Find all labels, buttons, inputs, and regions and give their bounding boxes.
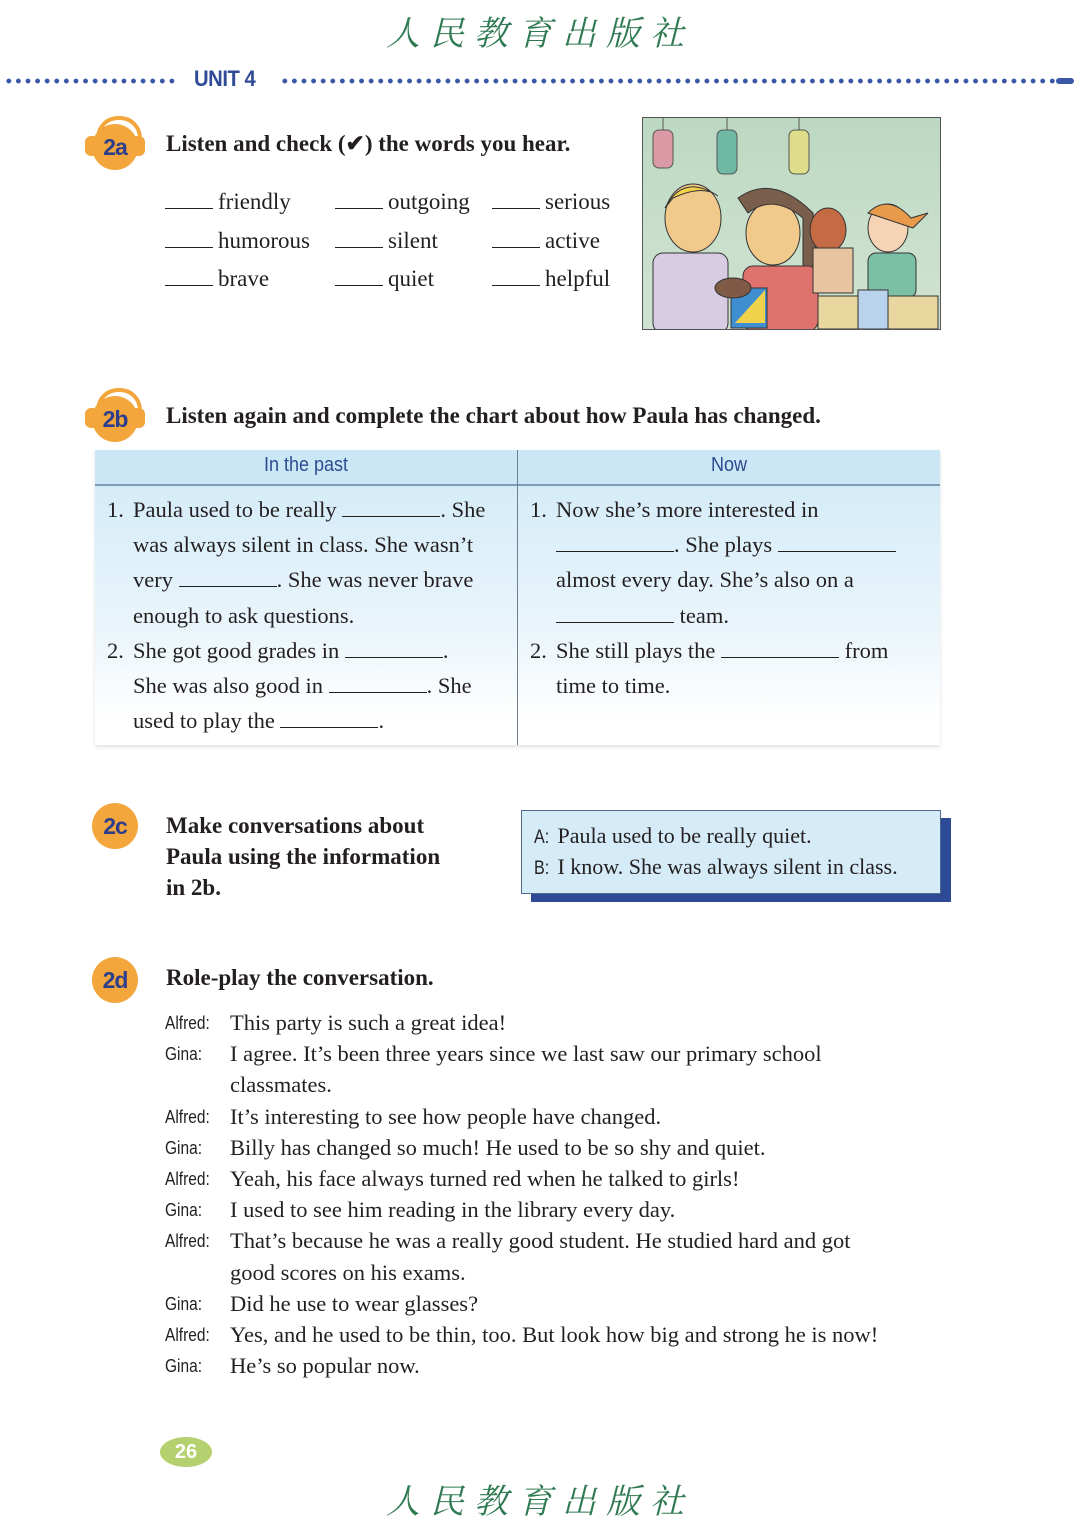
past-column-cell	[107, 492, 485, 738]
dotted-rule-left	[4, 78, 176, 84]
word-item[interactable]	[165, 225, 310, 254]
speaker-name: Gina:	[165, 1200, 203, 1221]
headphone-icon	[85, 408, 99, 428]
unit-label: UNIT 4	[194, 66, 256, 91]
exercise-badge-2d	[92, 957, 138, 1003]
word-label: silent	[388, 227, 438, 253]
word-label: helpful	[545, 266, 611, 291]
fill-blank[interactable]	[556, 622, 674, 623]
speaker-name: Gina:	[165, 1293, 203, 1314]
badge-label: 2c	[103, 812, 127, 839]
badge-label: 2d	[102, 966, 128, 993]
change-chart	[95, 450, 940, 745]
headphone-icon	[131, 136, 145, 156]
instruction-2c	[166, 810, 440, 903]
lantern-icon	[789, 118, 809, 174]
dialog-text: Yes, and he used to be thin, too. But look how big and strong he is now!	[230, 1321, 879, 1347]
word-item[interactable]	[492, 186, 610, 215]
example-text: I know. She was always silent in class.	[557, 854, 898, 879]
example-line	[534, 854, 898, 880]
cell-line: Now she’s more interested in	[556, 497, 819, 522]
page-number-badge	[160, 1437, 212, 1467]
dialog-text: Did he use to wear glasses?	[230, 1290, 479, 1316]
exercise-badge-2c	[92, 803, 138, 849]
dialog-text: Yeah, his face always turned red when he talked to girls!	[230, 1165, 740, 1191]
speaker-label: B:	[534, 858, 550, 879]
check-blank[interactable]	[492, 186, 540, 209]
example-line	[534, 823, 812, 849]
cell-line: very	[133, 567, 173, 593]
cell-line: team.	[679, 602, 729, 628]
dialog-text: Billy has changed so much! He used to be so shy and quiet.	[230, 1134, 766, 1160]
cell-line: She still plays the	[556, 637, 716, 663]
word-label: serious	[545, 189, 611, 214]
cell-line: . She was never brave	[276, 567, 474, 593]
word-item[interactable]	[492, 225, 600, 254]
word-label: humorous	[218, 227, 310, 253]
speaker-name: Alfred:	[165, 1168, 210, 1189]
dialog-text: I used to see him reading in the library every day.	[230, 1197, 676, 1223]
example-text: Paula used to be really quiet.	[557, 823, 812, 848]
cell-line: used to play the	[133, 708, 275, 734]
word-item[interactable]	[165, 186, 291, 215]
instruction-line: Make conversations about	[166, 813, 425, 838]
cell-line: . She	[426, 672, 472, 698]
cell-line: She was also good in	[133, 672, 323, 698]
headphone-icon	[85, 136, 99, 156]
example-conversation-box	[521, 810, 941, 894]
column-header-past: In the past	[263, 454, 349, 476]
instruction-2b: Listen again and complete the chart about how Paula has changed.	[166, 403, 821, 428]
fill-blank[interactable]	[280, 727, 378, 728]
cell-line: She got good grades in	[133, 637, 340, 663]
dialog-text: It’s interesting to see how people have changed.	[230, 1103, 662, 1129]
cell-line: . She	[440, 497, 486, 522]
badge-label: 2b	[102, 405, 128, 432]
check-blank[interactable]	[165, 263, 213, 286]
cell-line: was always silent in class. She wasn’t	[133, 532, 474, 558]
fill-blank[interactable]	[345, 657, 443, 658]
check-blank[interactable]	[335, 186, 383, 209]
cell-line: time to time.	[556, 672, 671, 698]
cell-line: . She plays	[674, 532, 773, 558]
speaker-name: Gina:	[165, 1137, 203, 1158]
cell-line: .	[442, 637, 449, 663]
word-label: active	[545, 227, 600, 253]
check-blank[interactable]	[335, 225, 383, 248]
speaker-label: A:	[534, 827, 550, 848]
word-label: brave	[218, 266, 270, 291]
fill-blank[interactable]	[329, 692, 427, 693]
fill-blank[interactable]	[556, 551, 674, 552]
word-item[interactable]	[335, 225, 438, 254]
word-item[interactable]	[335, 263, 434, 292]
word-item[interactable]	[492, 263, 610, 292]
exercise-badge-2a	[92, 124, 138, 170]
unit-header-bar	[0, 66, 1080, 96]
dialog-text: That’s because he was a really good student. He studied hard and got	[230, 1228, 851, 1254]
dialog-text: He’s so popular now.	[230, 1353, 420, 1379]
page-number: 26	[174, 1440, 198, 1463]
fill-blank[interactable]	[342, 516, 440, 517]
publisher-logo-top: 人民教育出版社	[386, 14, 694, 54]
instruction-line: in 2b.	[166, 875, 221, 900]
instruction-2a: Listen and check (✔) the words you hear.	[166, 131, 571, 156]
check-blank[interactable]	[492, 263, 540, 286]
instruction-line: Paula using the information	[166, 844, 441, 869]
item-number: 1.	[107, 497, 124, 522]
word-item[interactable]	[165, 263, 269, 292]
fill-blank[interactable]	[721, 657, 839, 658]
column-header-now: Now	[710, 454, 747, 476]
word-label: quiet	[388, 266, 434, 291]
cell-line: enough to ask questions.	[133, 602, 355, 628]
cell-line: almost every day. She’s also on a	[556, 567, 854, 593]
word-label: outgoing	[388, 189, 470, 214]
publisher-logo-bottom: 人民教育出版社	[386, 1482, 694, 1522]
check-blank[interactable]	[165, 186, 213, 209]
speaker-name: Gina:	[165, 1356, 203, 1377]
speaker-name: Alfred:	[165, 1013, 210, 1033]
headphone-icon	[131, 408, 145, 428]
cell-line: .	[378, 708, 385, 734]
dialog-text: classmates.	[230, 1072, 332, 1098]
item-number: 2.	[107, 637, 124, 663]
lantern-icon	[653, 118, 673, 168]
cell-line: from	[844, 637, 889, 663]
lantern-icon	[717, 118, 737, 174]
dialog-text: good scores on his exams.	[230, 1259, 466, 1285]
dotted-rule-end	[1056, 78, 1074, 84]
word-label: friendly	[218, 189, 291, 214]
check-blank[interactable]	[165, 225, 213, 248]
fill-blank[interactable]	[778, 551, 896, 552]
exercise-badge-2b	[92, 396, 138, 442]
cell-line: Paula used to be really	[133, 497, 337, 522]
speaker-name: Alfred:	[165, 1106, 210, 1127]
party-illustration-art	[643, 118, 940, 329]
check-blank[interactable]	[335, 263, 383, 286]
now-column-cell	[530, 492, 896, 703]
speaker-name: Alfred:	[165, 1324, 210, 1345]
speaker-name: Gina:	[165, 1044, 203, 1065]
check-blank[interactable]	[492, 225, 540, 248]
dialog-text: I agree. It’s been three years since we last saw our primary school	[230, 1041, 822, 1067]
item-number: 1.	[530, 497, 547, 522]
dotted-rule-right	[280, 78, 1055, 84]
party-scene-illustration	[642, 117, 941, 330]
item-number: 2.	[530, 637, 547, 663]
instruction-2d: Role-play the conversation.	[166, 965, 434, 990]
dialog-text: This party is such a great idea!	[230, 1010, 507, 1035]
fill-blank[interactable]	[179, 586, 277, 587]
column-divider	[517, 450, 518, 745]
word-item[interactable]	[335, 186, 470, 215]
speaker-name: Alfred:	[165, 1231, 210, 1252]
badge-label: 2a	[103, 133, 127, 160]
